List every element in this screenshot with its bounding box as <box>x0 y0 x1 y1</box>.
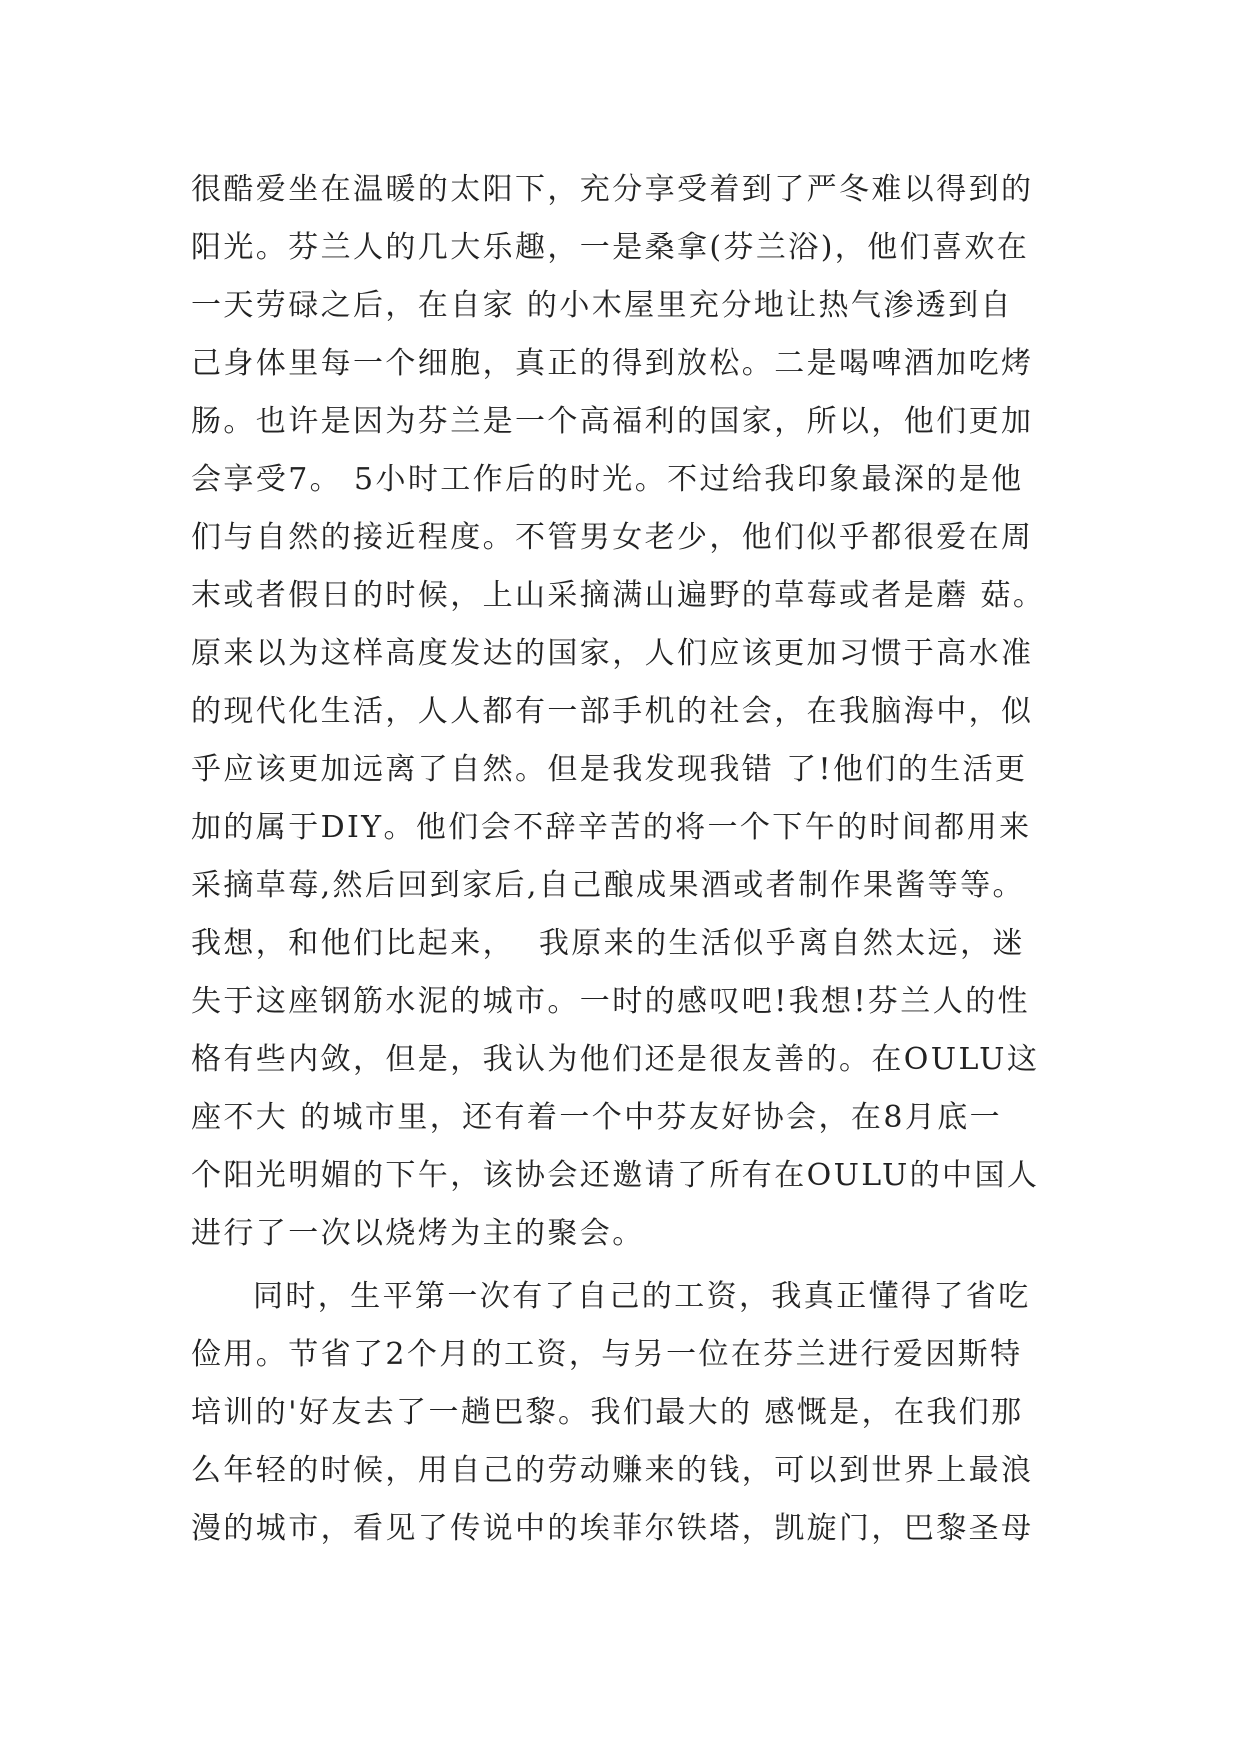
text-line: 格有些内敛，但是，我认为他们还是很友善的。在OULU这 <box>191 1042 1040 1077</box>
text-line: 一天劳碌之后，在自家 的小木屋里充分地让热气渗透到自 <box>191 288 1013 323</box>
text-line: 失于这座钢筋水泥的城市。一时的感叹吧!我想!芬兰人的性 <box>191 984 1030 1019</box>
text-line: 乎应该更加远离了自然。但是我发现我错 了!他们的生活更 <box>191 752 1028 787</box>
text-line: 个阳光明媚的下午，该协会还邀请了所有在OULU的中国人 <box>191 1158 1040 1193</box>
text-line: 漫的城市，看见了传说中的埃菲尔铁塔，凯旋门，巴黎圣母 <box>191 1511 1034 1546</box>
paragraph-first-line: 同时，生平第一次有了自己的工资，我真正懂得了省吃 <box>253 1279 1031 1314</box>
text-line: 己身体里每一个细胞，真正的得到放松。二是喝啤酒加吃烤 <box>191 346 1034 381</box>
text-line: 培训的'好友去了一趟巴黎。我们最大的 感慨是，在我们那 <box>191 1395 1024 1430</box>
text-line: 肠。也许是因为芬兰是一个高福利的国家，所以，他们更加 <box>191 404 1034 439</box>
text-line: 们与自然的接近程度。不管男女老少，他们似乎都很爱在周 <box>191 520 1034 555</box>
text-line: 很酷爱坐在温暖的太阳下，充分享受着到了严冬难以得到的 <box>191 172 1034 207</box>
text-line: 阳光。芬兰人的几大乐趣，一是桑拿(芬兰浴)，他们喜欢在 <box>191 230 1030 265</box>
text-line: 加的属于DIY。他们会不辞辛苦的将一个下午的时间都用来 <box>191 810 1032 845</box>
text-line: 么年轻的时候，用自己的劳动赚来的钱，可以到世界上最浪 <box>191 1453 1034 1488</box>
text-line: 我想，和他们比起来， 我原来的生活似乎离自然太远，迷 <box>191 926 1025 961</box>
text-line: 会享受7。 5小时工作后的时光。不过给我印象最深的是他 <box>191 462 1024 497</box>
text-line: 采摘草莓,然后回到家后,自己酿成果酒或者制作果酱等等。 <box>191 868 1025 903</box>
text-line: 进行了一次以烧烤为主的聚会。 <box>191 1216 645 1251</box>
text-line: 的现代化生活，人人都有一部手机的社会，在我脑海中，似 <box>191 694 1034 729</box>
text-line: 俭用。节省了2个月的工资，与另一位在芬兰进行爱因斯特 <box>191 1337 1023 1372</box>
text-line: 末或者假日的时候，上山采摘满山遍野的草莓或者是蘑 菇。 <box>191 578 1046 613</box>
text-line: 座不大 的城市里，还有着一个中芬友好协会，在8月底一 <box>191 1100 1003 1135</box>
text-line: 原来以为这样高度发达的国家，人们应该更加习惯于高水准 <box>191 636 1034 671</box>
